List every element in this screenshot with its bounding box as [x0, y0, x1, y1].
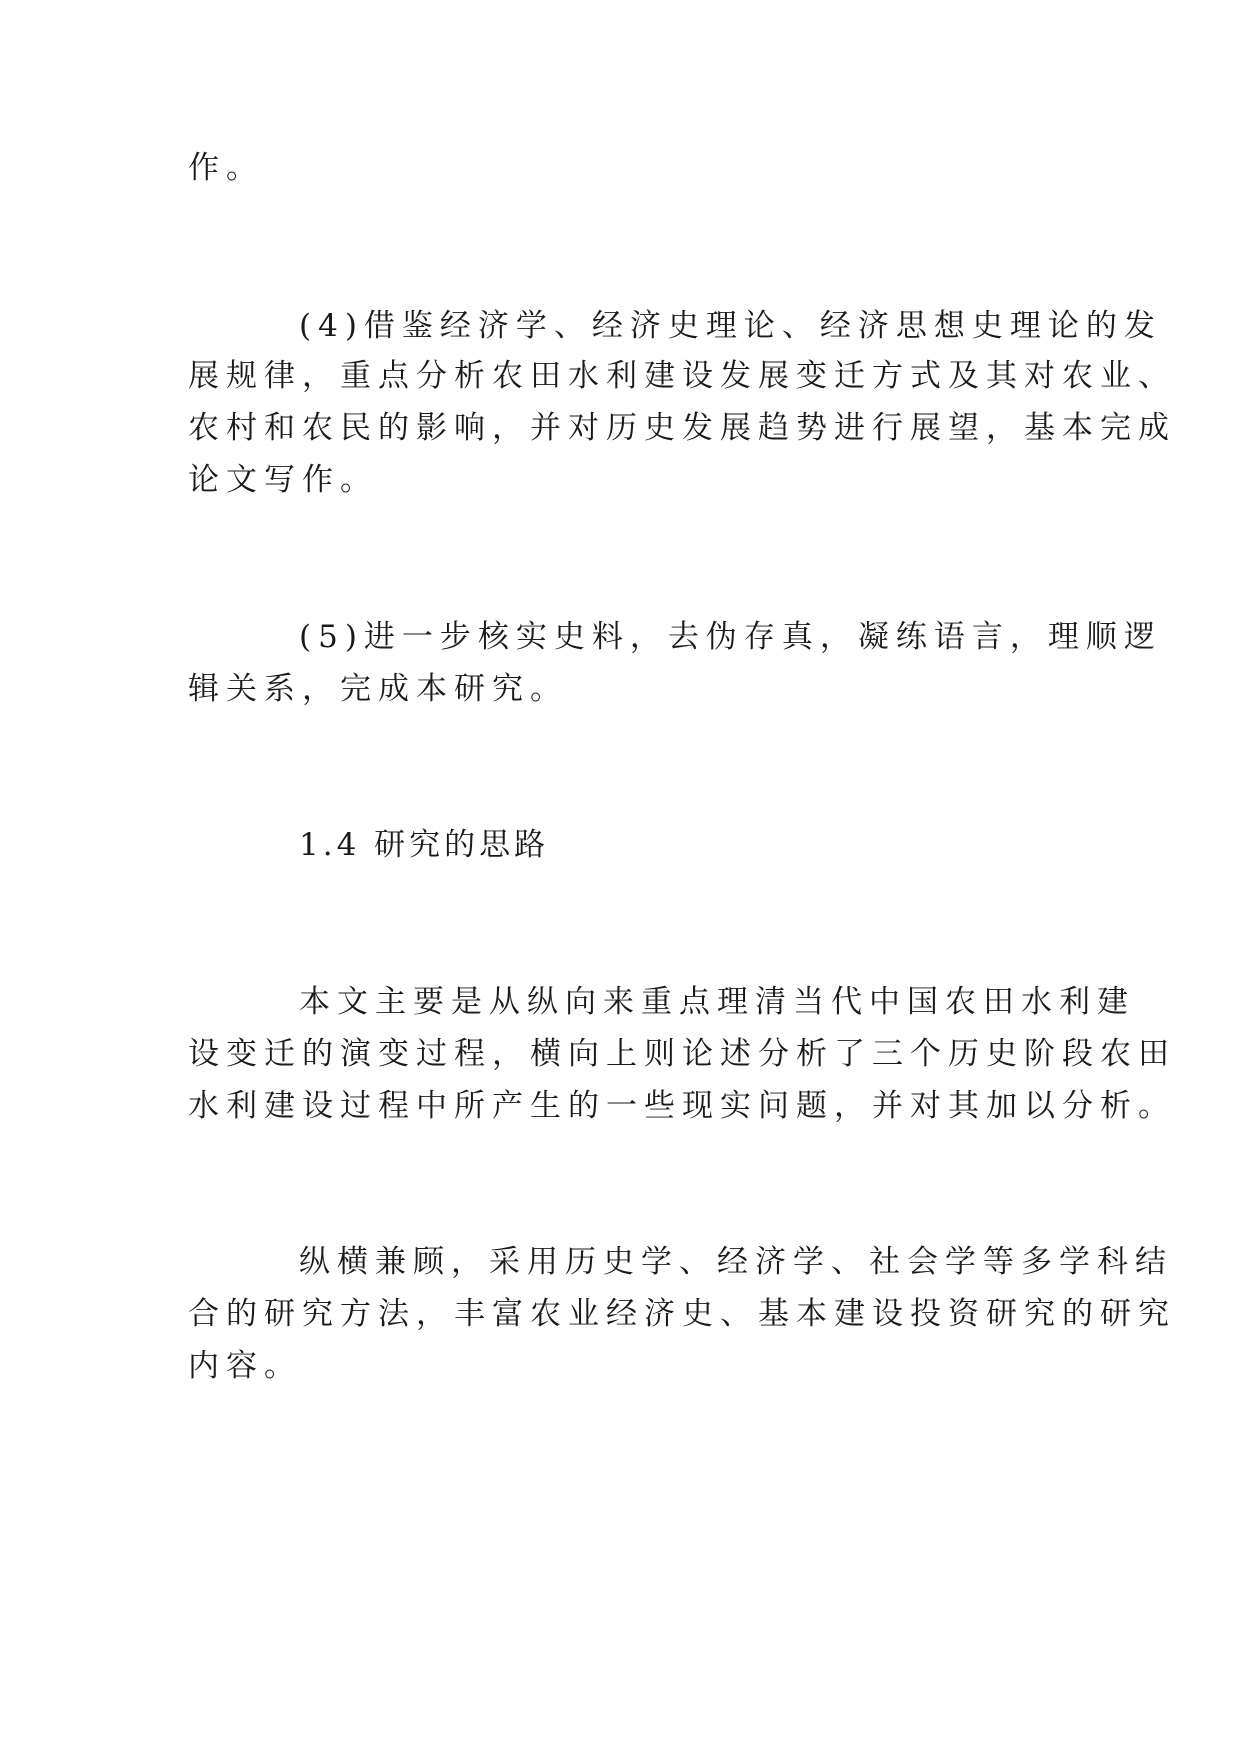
paragraph-5-line-1: (5)进一步核实史料，去伪存真，凝练语言，理顺逻: [299, 619, 1162, 655]
paragraph-5-line-2: 辑关系，完成本研究。: [188, 671, 568, 707]
paragraph-4-line-2: 展规律，重点分析农田水利建设发展变迁方式及其对农业、: [188, 358, 1176, 394]
paragraph-4-line-4: 论文写作。: [188, 462, 378, 498]
paragraph-7-line-3: 内容。: [188, 1348, 302, 1384]
paragraph-6-line-2: 设变迁的演变过程，横向上则论述分析了三个历史阶段农田: [188, 1036, 1176, 1072]
paragraph-4-line-1: (4)借鉴经济学、经济史理论、经济思想史理论的发: [299, 308, 1162, 344]
paragraph-6-line-3: 水利建设过程中所产生的一些现实问题，并对其加以分析。: [188, 1088, 1176, 1124]
section-heading: 1.4 研究的思路: [299, 827, 550, 863]
continuation-line: 作。: [188, 150, 264, 186]
paragraph-7-line-1: 纵横兼顾，采用历史学、经济学、社会学等多学科结: [299, 1244, 1173, 1280]
paragraph-6-line-1: 本文主要是从纵向来重点理清当代中国农田水利建: [299, 984, 1135, 1020]
paragraph-4-line-3: 农村和农民的影响，并对历史发展趋势进行展望，基本完成: [188, 410, 1176, 446]
paragraph-7-line-2: 合的研究方法，丰富农业经济史、基本建设投资研究的研究: [188, 1296, 1176, 1332]
